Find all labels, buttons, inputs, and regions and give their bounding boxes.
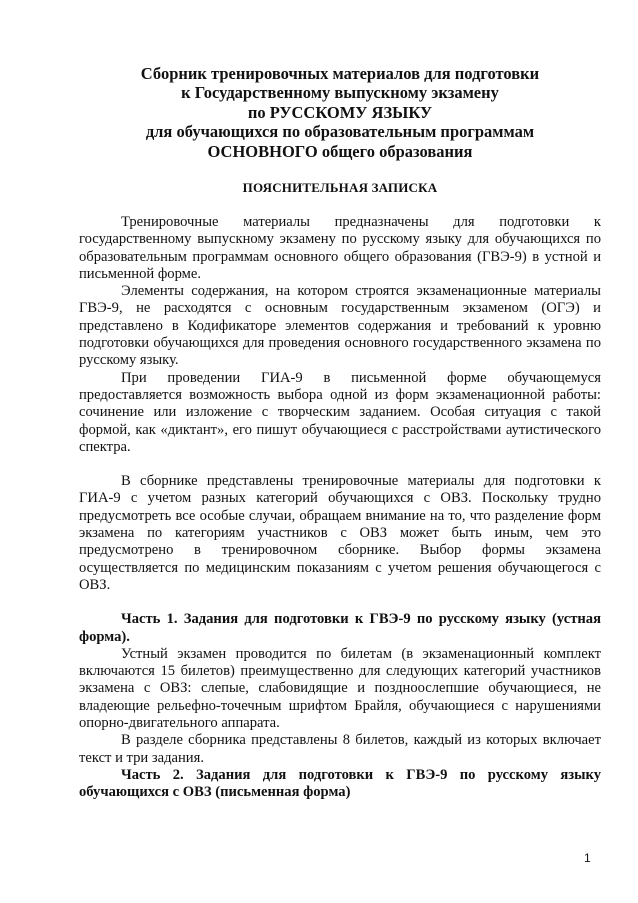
paragraph-oral-exam: Устный экзамен проводится по билетам (в экзаменационный комплект включаются 15 билетов) преимущественно для следующих категорий участников экзамена с ОВЗ: слепые, слабовидящие и поздноослепшие обучающиеся, не владеющие рельефно-точечным шрифтом Брайля, обучающиеся с нарушениями опорно-двигательного аппарата. <box>79 645 601 732</box>
title-line-5: ОСНОВНОГО общего образования <box>207 141 473 161</box>
title-line-3: по РУССКОМУ ЯЗЫКУ <box>247 102 433 122</box>
title-line-1: Сборник тренировочных материалов для подготовки <box>140 64 540 83</box>
paragraph-tickets: В разделе сборника представлены 8 билетов, каждый из которых включает текст и три задания. <box>79 732 601 766</box>
part-2-heading: Часть 2. Задания для подготовки к ГВЭ-9 по русскому языку обучающихся с ОВЗ (письменная форма) <box>79 766 601 801</box>
paragraph-written-form: При проведении ГИА-9 в письменной форме обучающемуся предоставляется возможность выбора одной из форм экзаменационной работы: сочинение или изложение с творческим заданием. Особая ситуация с такой формой, как «диктант», его пишут обучающиеся с расстройствами аутистического спектра. <box>79 369 601 455</box>
body-text <box>79 214 601 802</box>
paragraph-content-elements: Элементы содержания, на котором строятся экзаменационные материалы ГВЭ-9, не расходятся с основным государственным экзаменом (ОГЭ) и представлено в Кодификаторе элементов содержания и требований к уровню подготовки обучающихся для проведения основного государственного экзамена по русскому языку. <box>79 283 601 369</box>
paragraph-collection-scope: В сборнике представлены тренировочные материалы для подготовки к ГИА-9 с учетом разных категорий обучающихся с ОВЗ. Поскольку трудно предусмотреть все особые случаи, обращаем внимание на то, что разделение форм экзамена по категориям участников с ОВЗ может быть иным, чем это предусмотрено в тренировочном сборнике. Выбор формы экзамена осуществляется по медицинским показаниям с учетом решения обучающегося с ОВЗ. <box>79 473 601 593</box>
paragraph-purpose: Тренировочные материалы предназначены для подготовки к государственному выпускному экзамену по русскому языку для обучающихся по образовательным программам основного общего образования (ГВЭ-9) в устной и письменной форме. <box>79 214 601 282</box>
part-1-heading: Часть 1. Задания для подготовки к ГВЭ-9 по русскому языку (устная форма). <box>79 611 601 645</box>
title-line-4: для обучающихся по образовательным программам <box>145 122 535 142</box>
document-title <box>80 64 600 161</box>
title-line-2: к Государственному выпускному экзамену <box>181 83 499 103</box>
page-number: 1 <box>584 851 591 865</box>
section-heading: ПОЯСНИТЕЛЬНАЯ ЗАПИСКА <box>242 180 438 195</box>
